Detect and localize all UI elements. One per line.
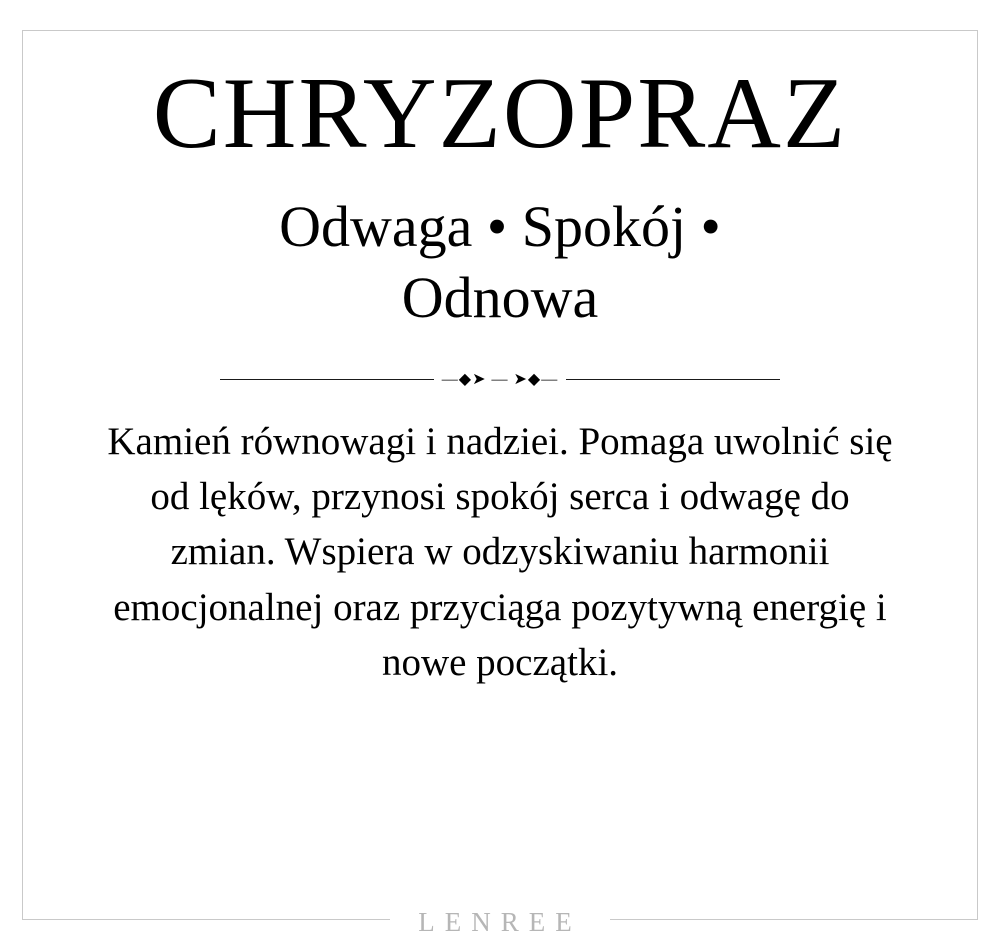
- page-title: CHRYZOPRAZ: [152, 57, 848, 170]
- keyword-subtitle: [60, 192, 940, 334]
- divider-rule-right: [566, 379, 780, 380]
- brand-wordmark: LENREE: [418, 907, 582, 937]
- divider-ornament-icon: —◆➤ — ➤◆—: [441, 370, 559, 388]
- keyword-subtitle-line-1: Odwaga • Spokój •: [279, 194, 721, 260]
- divider-rule-left: [220, 379, 434, 380]
- keyword-subtitle-line-2: Odnowa: [401, 264, 599, 330]
- description-text: Kamień równowagi i nadziei. Pomaga uwolnić się od lęków, przynosi spokój serca i odwagę do zmian. Wspiera w odzyskiwaniu harmonii emocjonalnej oraz przyciąga pozytywną energię i nowe początki.: [107, 419, 893, 685]
- ornamental-divider: [220, 368, 780, 392]
